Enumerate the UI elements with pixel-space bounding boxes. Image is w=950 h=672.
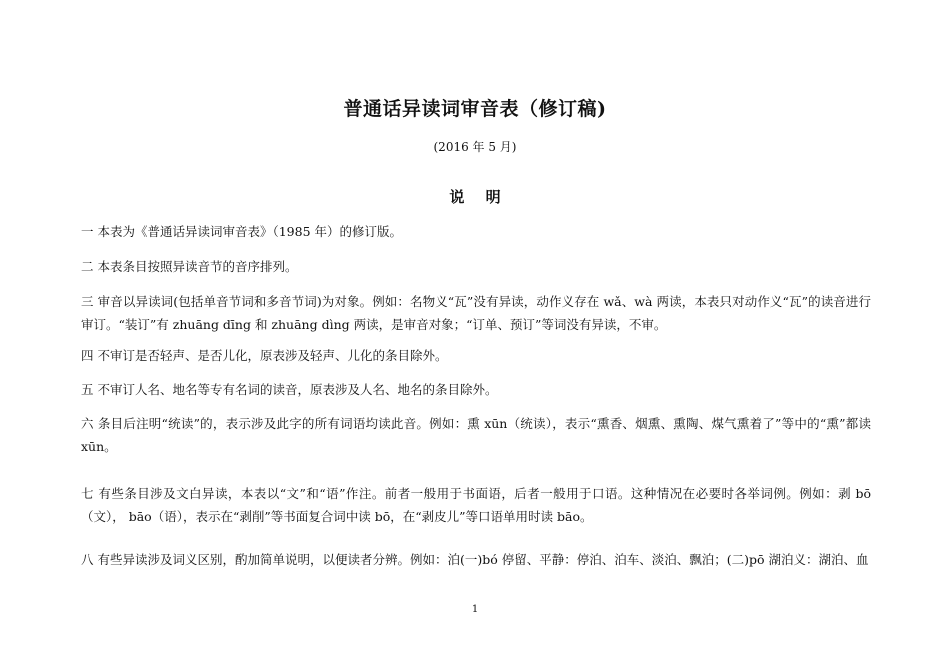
paragraph-5: 五 不审订人名、地名等专有名词的读音，原表涉及人名、地名的条目除外。: [81, 382, 498, 397]
paragraph-7: 七 有些条目涉及文白异读，本表以“文”和“语”作注。前者一般用于书面语，后者一般用于口语。这种情况在必要时各举词例。例如：剥 bō（文）， bāo（语），表示在“剥削”等书面复合词中读 bō，在“剥皮儿”等口语单用时读 bāo。: [81, 486, 871, 524]
paragraph-8: 八 有些异读涉及词义区别，酌加简单说明，以便读者分辨。例如：泊(一)bó 停留、平静：停泊、泊车、淡泊、飘泊；(二)pō 湖泊义：湖泊、血: [81, 552, 869, 567]
paragraph-1: 一 本表为《普通话异读词审音表》（1985 年）的修订版。: [81, 224, 403, 239]
paragraph-2: 二 本表条目按照异读音节的音序排列。: [81, 259, 298, 274]
paragraph-4: 四 不审订是否轻声、是否儿化，原表涉及轻声、儿化的条目除外。: [81, 348, 448, 363]
document-title: 普通话异读词审音表（修订稿): [343, 98, 607, 120]
section-heading: 说 明: [449, 188, 509, 206]
document-date: (2016 年 5 月): [433, 140, 517, 154]
page-number: 1: [471, 604, 479, 615]
paragraph-3: 三 审音以异读词(包括单音节词和多音节词)为对象。例如：名物义“瓦”没有异读，动作义存在 wǎ、wà 两读，本表只对动作义“瓦”的读音进行审订。“装订”有 zhuāng dīng 和 zhuāng dìng 两读，是审音对象；“订单、预订”等词没有异读，不审。: [81, 294, 871, 332]
paragraph-6: 六 条目后注明“统读”的，表示涉及此字的所有词语均读此音。例如：熏 xūn（统读），表示“熏香、烟熏、熏陶、煤气熏着了”等中的“熏”都读 xūn。: [81, 416, 871, 454]
